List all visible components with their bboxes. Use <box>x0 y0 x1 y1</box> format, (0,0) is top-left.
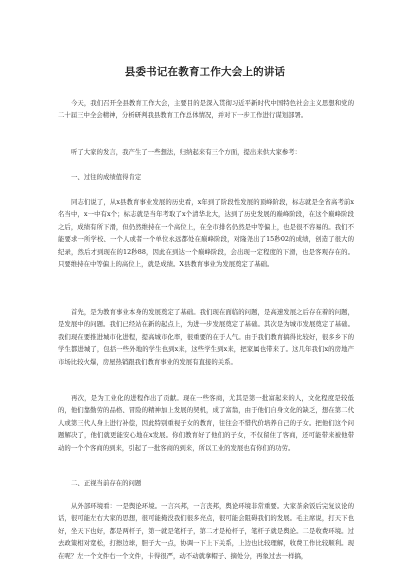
body-paragraph-issues: 从外部环境看：一是舆论环境。一言兴邦，一言丧邦，舆论环境非常重要。大家茶余饭后完复议论的话，很可能左右大家的思想，很可能掩没我们很多亮点，很可能会阻碍我们的发展。毛主席说，打天下也好，坐天下也好，都是两杆子，第一就是笔杆子，第二才是枪杆子，笔杆子就是舆论。二是收费环境。过去政策相对宽松，打擦边球，胆子大一点，协调一下上下关系，上边也比较理解，收费工作比较顺利。现在呢？左一个文件右一个文件，卡得很严，动不动就拿帽子、摘处分，再象过去一样搞， <box>58 502 354 560</box>
document-title: 县委书记在教育工作大会上的讲话 <box>124 66 286 78</box>
section-heading-2: 二、正视当前存在的问题 <box>71 479 142 487</box>
body-paragraph-history: 同志们说了，从x县教育事业发展的历史看，x年到了阶段性发展的顶峰阶段，标志就是全省高考前x名当中，x一中有x个；标志就是当年考取了x个清华北大，达到了历史发展的巅峰阶段，在这个巅峰阶段之后，成绩有所下滑，但仍然维持在一个高位上，在全市排名仍然是中等偏上，也是很不容易的。我们不能要求一所学校、一个人或者一个单位永远都处在巅峰阶段，对隆尧出了15秒02的成绩，创造了很大的纪录，然后才到现在的12秒88，因此在到达一个巅峰阶段，会出现一定程度的下滑，也是客观存在的。只要维持在中等偏上的高位上，就是成绩。X县教育事业为发展奠定了基础。 <box>58 198 354 269</box>
document-body <box>58 146 354 158</box>
body-paragraph-intro: 今天，我们召开全县教育工作大会，主要目的是深入贯彻习近平新时代中国特色社会主义思想和党的二十届三中全会精神，分析研判我县教育工作总体情况，并对下一步工作进行谋划部署。 <box>58 99 354 120</box>
document-body <box>58 306 354 368</box>
body-paragraph-summary: 听了大家的发言，我产生了一些想法，归纳起来有三个方面，提出来供大家参考： <box>71 148 302 156</box>
body-paragraph-first: 首先，是为教育事业本身的发展奠定了基础。我们现在面临的问题，是高速发展之后存在着的问题，是发展中的问题。我们已经站在新的起点上，为进一步发展奠定了基础。其次是为城市发展奠定了基础。我们现在要推进城市化进程，提高城市化率，很重要的在于人气。由于我们教育搞得比较好，很多乡下的学生都进城了，包括一些外地的学生也到x来，这些学生到x来，把家属也带来了。这几年我们x的房地产市场比较火爆，房屋热销跟我们教育事业的发展有直接的关系。 <box>58 308 354 366</box>
document-body <box>58 196 354 270</box>
document-body <box>58 97 354 122</box>
document-body <box>58 392 354 454</box>
document-body <box>58 171 354 183</box>
section-heading-1: 一、过往的成绩值得肯定 <box>71 173 142 181</box>
document-body <box>58 477 354 489</box>
body-paragraph-second: 再次，是为工业化的进程作出了贡献。现在一些客商，尤其是第一批富起来的人，文化程度是较低的，他们靠勤劳的品格、冒险的精神加上发展的契机，成了富翁，由于他们自身文化的缺乏，想在第二代人或第三代人身上进行补偿，因此特别重视子女的教育，往往会不惜代价培养自己的子女。把他们这个问题解决了，他们就更能安心地在x发展。你们教育好了他们的子女，不仅留住了客商，还可能带来被他带动的一个个客商的到来，引起了一批客商的到来，所以工业的发展也有你们的功劳。 <box>58 394 354 452</box>
document-body <box>58 500 354 562</box>
